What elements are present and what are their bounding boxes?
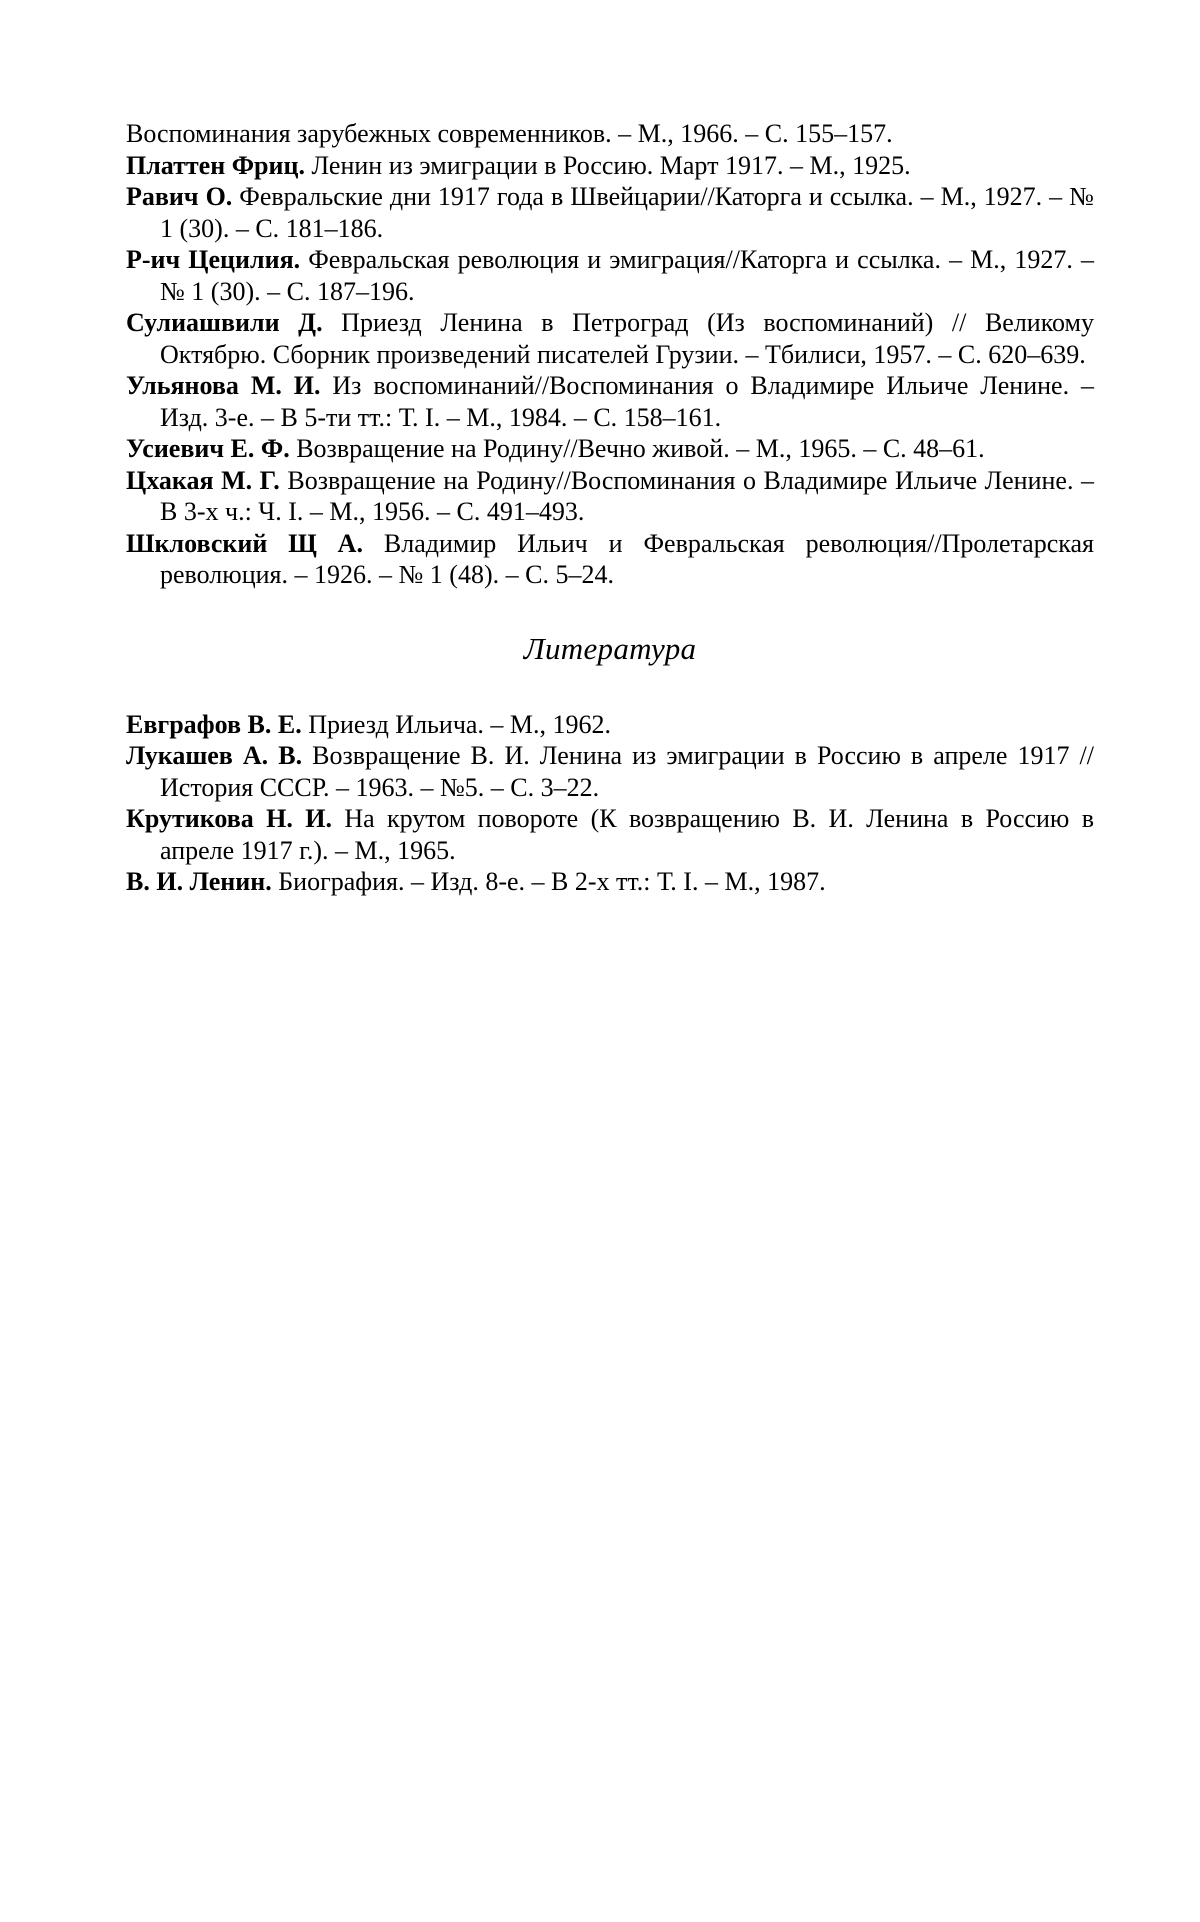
bibliography-entry (126, 803, 1094, 866)
bibliography-entry (126, 740, 1094, 803)
entry-author: Платтен Фриц. (126, 150, 305, 180)
bibliography-entry (126, 866, 1094, 898)
bibliography-entry (126, 244, 1094, 307)
section-title: Литература (523, 630, 697, 666)
bibliography-entry (126, 118, 1094, 150)
memoirs-list (126, 118, 1094, 591)
entry-text: Владимир Ильич и Февральская революция//Пролетарская революция. – 1926. – № 1 (48). – С. 5–24. (160, 528, 1094, 589)
entry-author: Евграфов В. Е. (126, 709, 302, 739)
entry-author: Усиевич Е. Ф. (126, 434, 290, 463)
entry-text: Приезд Ильича. – М., 1962. (301, 709, 612, 739)
entry-author: Р-ич Цецилия. (126, 245, 301, 274)
entry-text: Из воспоминаний//Воспоминания о Владимире Ильиче Ленине. – Изд. 3-е. – В 5-ти тт.: Т. I. – М., 1984. – С. 158–161. (160, 371, 1094, 432)
entry-author: Равич О. (126, 182, 233, 211)
bibliography-entry (126, 433, 1094, 465)
entry-text: Ленин из эмиграции в Россию. Март 1917. – М., 1925. (304, 150, 911, 180)
entry-author: Шкловский Щ А. (126, 528, 363, 558)
literature-list (126, 709, 1094, 898)
entry-text: Возвращение на Родину//Воспоминания о Владимире Ильиче Ленине. – В 3-х ч.: Ч. I. – М., 1956. – С. 491–493. (160, 465, 1094, 526)
entry-text: Февральская революция и эмиграция//Каторга и ссылка. – М., 1927. – № 1 (30). – С. 187–196. (160, 245, 1094, 306)
entry-author: Цхакая М. Г. (126, 465, 280, 495)
entry-text: Возвращение на Родину//Вечно живой. – М., 1965. – С. 48–61. (289, 434, 985, 463)
bibliography-entry (126, 307, 1094, 370)
bibliography-entry (126, 150, 1094, 182)
bibliography-entry (126, 370, 1094, 433)
entry-author: Ульянова М. И. (126, 371, 321, 400)
entry-text: Приезд Ленина в Петроград (Из воспоминаний) // Великому Октябрю. Сборник произведений писателей Грузии. – Тбилиси, 1957. – С. 620–639. (160, 308, 1094, 369)
bibliography-page (126, 118, 1094, 898)
entry-text: Воспоминания зарубежных современников. – М., 1966. – С. 155–157. (126, 119, 893, 148)
entry-text: Возвращение В. И. Ленина из эмиграции в Россию в апреле 1917 //История СССР. – 1963. – №5. – С. 3–22. (160, 741, 1094, 802)
entry-text: Биография. – Изд. 8-е. – В 2-х тт.: Т. I. – М., 1987. (271, 867, 826, 896)
entry-text: На крутом повороте (К возвращению В. И. Ленина в Россию в апреле 1917 г.). – М., 1965. (160, 804, 1095, 865)
entry-text: Февральские дни 1917 года в Швейцарии//Каторга и ссылка. – М., 1927. – № 1 (30). – С. 181–186. (160, 182, 1094, 243)
entry-author: Лукашев А. В. (126, 741, 303, 770)
bibliography-entry (126, 465, 1094, 528)
bibliography-entry (126, 709, 1094, 741)
entry-author: Крутикова Н. И. (126, 804, 332, 833)
bibliography-entry (126, 528, 1094, 591)
entry-author: Сулиашвили Д. (126, 308, 323, 337)
bibliography-entry (126, 181, 1094, 244)
entry-author: В. И. Ленин. (126, 867, 272, 896)
